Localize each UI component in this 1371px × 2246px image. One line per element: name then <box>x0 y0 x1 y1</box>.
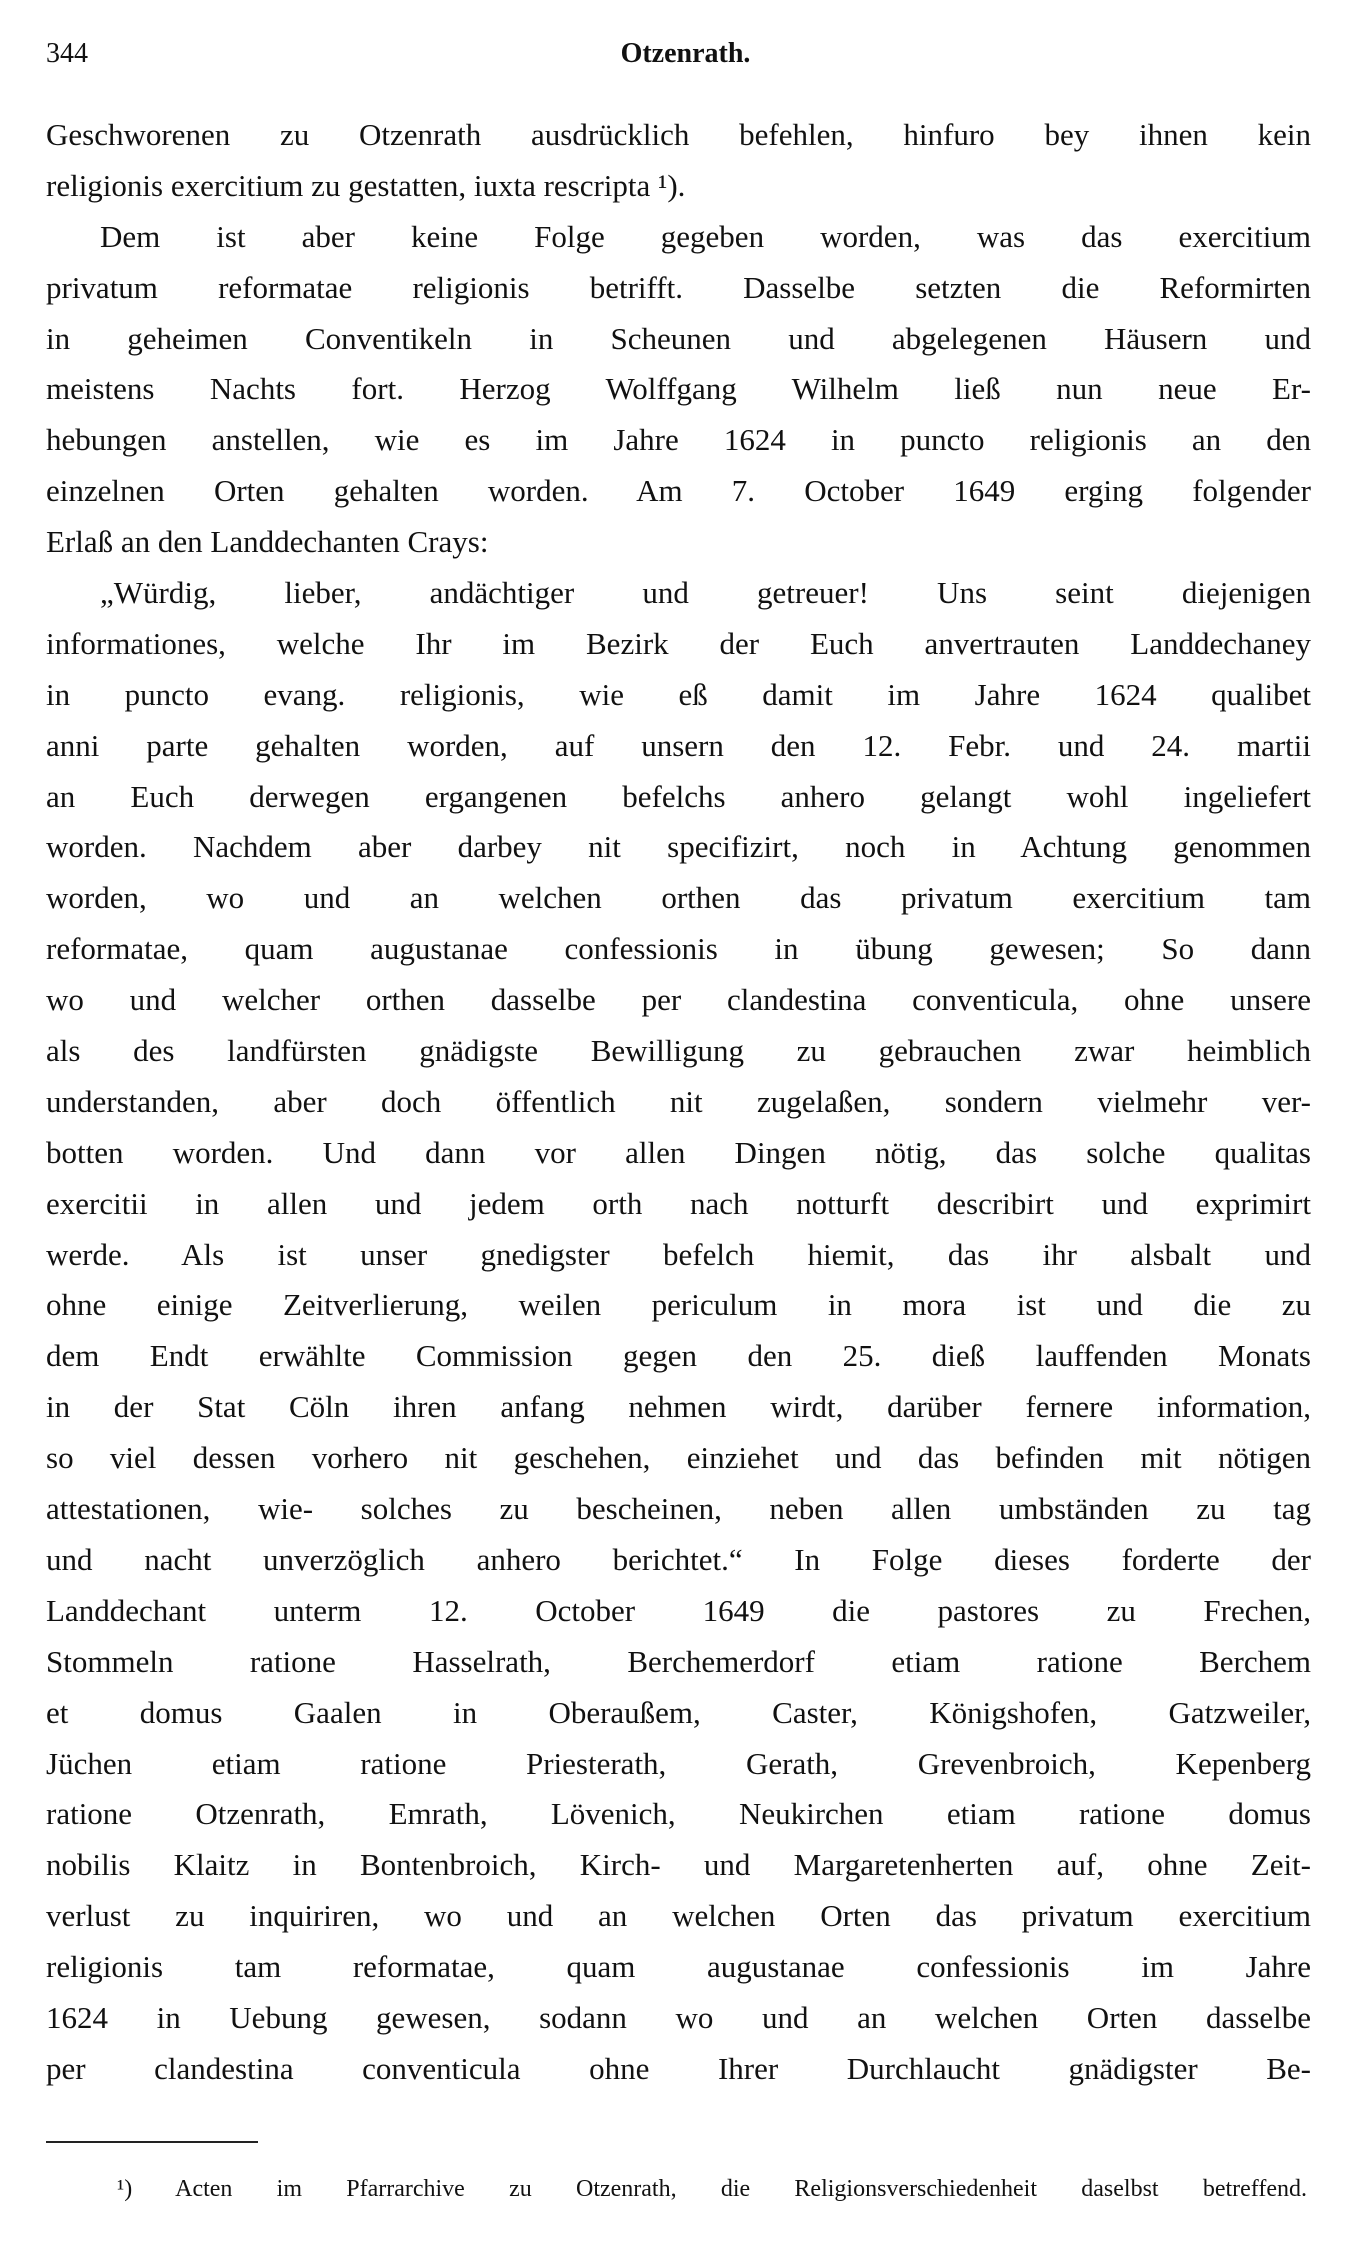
footnote: ¹) Acten im Pfarrarchive zu Otzenrath, die Religionsverschiedenheit daselbst betreffend. <box>117 2176 1307 2202</box>
text-line: reformatae, quam augustanae confessionis in übung gewesen; So dann <box>46 931 1311 967</box>
text-line: so viel dessen vorhero nit geschehen, einziehet und das befinden mit nötigen <box>46 1440 1311 1476</box>
text-line: anni parte gehalten worden, auf unsern den 12. Febr. und 24. martii <box>46 727 1311 763</box>
text-line: meistens Nachts fort. Herzog Wolffgang Wilhelm ließ nun neue Er- <box>46 371 1311 407</box>
text-line: attestationen, wie- solches zu bescheinen, neben allen umbständen zu tag <box>46 1491 1311 1527</box>
text-line: in puncto evang. religionis, wie eß damit im Jahre 1624 qualibet <box>46 676 1311 712</box>
text-line: worden, wo und an welchen orthen das privatum exercitium tam <box>46 880 1311 916</box>
text-line: „Würdig, lieber, andächtiger und getreuer! Uns seint diejenigen <box>100 575 1311 611</box>
text-line: botten worden. Und dann vor allen Dingen nötig, das solche qualitas <box>46 1134 1311 1170</box>
footnote-divider <box>46 2141 258 2143</box>
text-line: Stommeln ratione Hasselrath, Berchemerdorf etiam ratione Berchem <box>46 1643 1311 1679</box>
text-line: 1624 in Uebung gewesen, sodann wo und an welchen Orten dasselbe <box>46 1999 1311 2035</box>
text-line: understanden, aber doch öffentlich nit zugelaßen, sondern vielmehr ver- <box>46 1083 1311 1119</box>
text-line: et domus Gaalen in Oberaußem, Caster, Königshofen, Gatzweiler, <box>46 1694 1311 1730</box>
text-line: ohne einige Zeitverlierung, weilen periculum in mora ist und die zu <box>46 1287 1311 1323</box>
text-line: Erlaß an den Landdechanten Crays: <box>46 524 489 560</box>
text-line: einzelnen Orten gehalten worden. Am 7. October 1649 erging folgender <box>46 473 1311 509</box>
text-line: privatum reformatae religionis betrifft. Dasselbe setzten die Reformirten <box>46 269 1311 305</box>
text-line: per clandestina conventicula ohne Ihrer Durchlaucht gnädigster Be- <box>46 2050 1311 2086</box>
running-title: Otzenrath. <box>620 38 751 69</box>
text-line: an Euch derwegen ergangenen befelchs anhero gelangt wohl ingeliefert <box>46 778 1311 814</box>
text-line: werde. Als ist unser gnedigster befelch hiemit, das ihr alsbalt und <box>46 1236 1311 1272</box>
text-line: Jüchen etiam ratione Priesterath, Gerath, Grevenbroich, Kepenberg <box>46 1745 1311 1781</box>
text-line: wo und welcher orthen dasselbe per clandestina conventicula, ohne unsere <box>46 982 1311 1018</box>
text-line: verlust zu inquiriren, wo und an welchen Orten das privatum exercitium <box>46 1898 1311 1934</box>
text-line: exercitii in allen und jedem orth nach notturft describirt und exprimirt <box>46 1185 1311 1221</box>
text-line: ratione Otzenrath, Emrath, Lövenich, Neukirchen etiam ratione domus <box>46 1796 1311 1832</box>
text-line: religionis exercitium zu gestatten, iuxta rescripta ¹). <box>46 167 686 203</box>
page-number: 344 <box>46 38 88 69</box>
text-line: hebungen anstellen, wie es im Jahre 1624 in puncto religionis an den <box>46 422 1311 458</box>
text-line: und nacht unverzöglich anhero berichtet.“ In Folge dieses forderte der <box>46 1541 1311 1577</box>
text-line: Landdechant unterm 12. October 1649 die pastores zu Frechen, <box>46 1592 1311 1628</box>
text-line: religionis tam reformatae, quam augustanae confessionis im Jahre <box>46 1949 1311 1985</box>
text-line: in der Stat Cöln ihren anfang nehmen wirdt, darüber fernere information, <box>46 1389 1311 1425</box>
body-text <box>46 110 1311 2095</box>
text-line: als des landfürsten gnädigste Bewilligung zu gebrauchen zwar heimblich <box>46 1033 1311 1069</box>
text-line: Dem ist aber keine Folge gegeben worden, was das exercitium <box>100 218 1311 254</box>
text-line: informationes, welche Ihr im Bezirk der Euch anvertrauten Landdechaney <box>46 625 1311 661</box>
text-line: nobilis Klaitz in Bontenbroich, Kirch- und Margaretenherten auf, ohne Zeit- <box>46 1847 1311 1883</box>
text-line: worden. Nachdem aber darbey nit specifizirt, noch in Achtung genommen <box>46 829 1311 865</box>
text-line: in geheimen Conventikeln in Scheunen und abgelegenen Häusern und <box>46 320 1311 356</box>
text-line: dem Endt erwählte Commission gegen den 25. dieß lauffenden Monats <box>46 1338 1311 1374</box>
text-line: Geschworenen zu Otzenrath ausdrücklich befehlen, hinfuro bey ihnen kein <box>46 117 1311 152</box>
